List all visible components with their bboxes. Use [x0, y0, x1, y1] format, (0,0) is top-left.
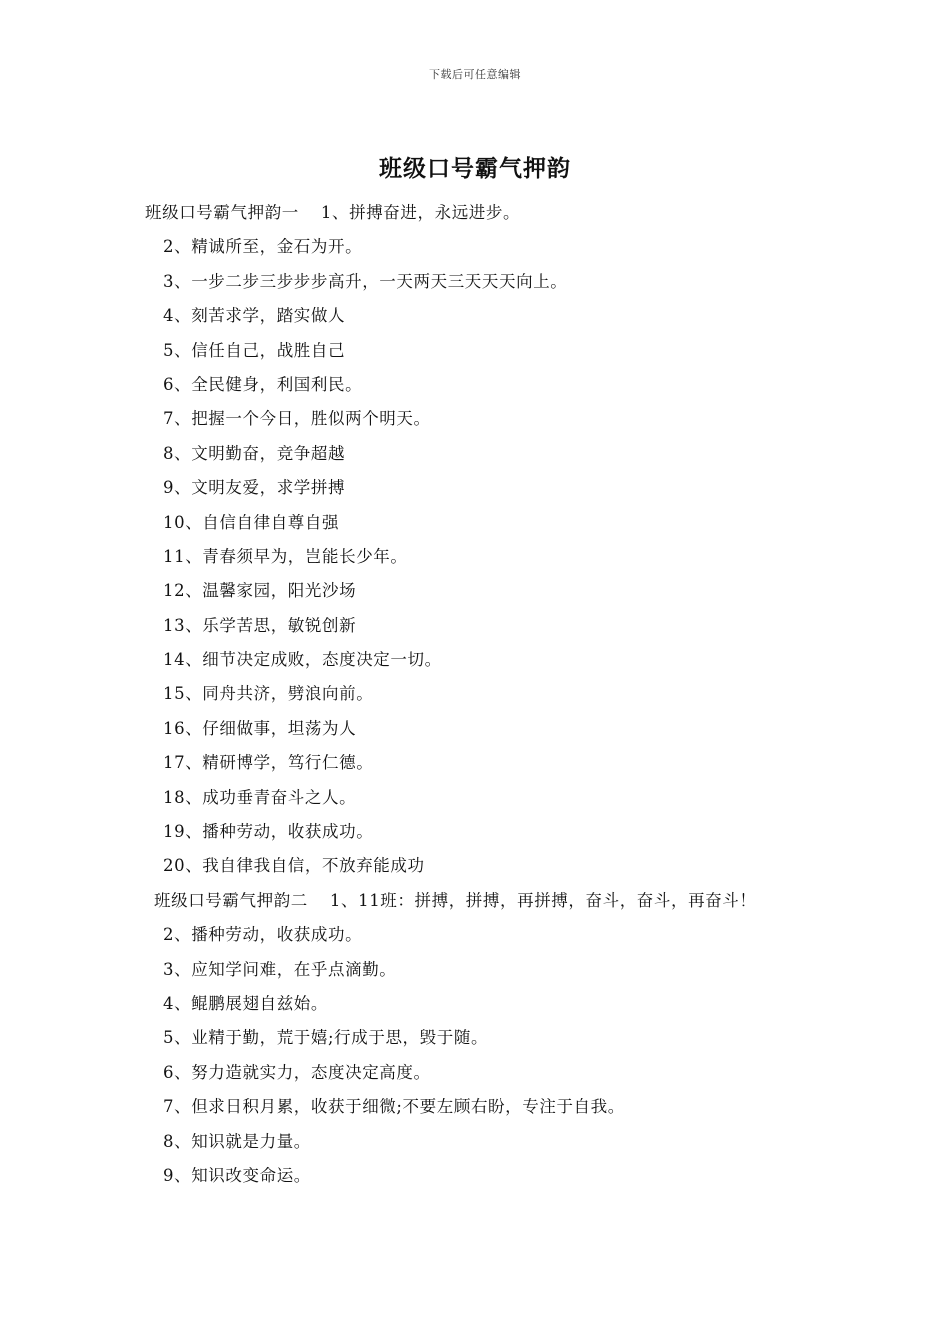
list-item: 11、青春须早为，岂能长少年。	[163, 546, 408, 566]
list-item: 7、把握一个今日，胜似两个明天。	[163, 409, 431, 429]
section2-heading-line	[0, 884, 950, 918]
list-item: 19、播种劳动，收获成功。	[163, 822, 374, 842]
section1-heading-line	[0, 196, 950, 230]
list-item: 18、成功垂青奋斗之人。	[163, 787, 357, 807]
section2-heading: 班级口号霸气押韵二	[154, 890, 308, 910]
list-item: 15、同舟共济，劈浪向前。	[163, 684, 374, 704]
list-item: 2、播种劳动，收获成功。	[163, 925, 363, 945]
list-item: 14、细节决定成败，态度决定一切。	[163, 650, 442, 670]
list-item: 12、温馨家园，阳光沙场	[163, 581, 357, 601]
list-item: 17、精研博学，笃行仁德。	[163, 753, 374, 773]
list-item: 16、仔细做事，坦荡为人	[163, 718, 357, 738]
list-item: 13、乐学苦思，敏锐创新	[163, 615, 357, 635]
list-item: 9、文明友爱，求学拼搏	[163, 478, 346, 498]
list-item: 7、但求日积月累，收获于细微;不要左顾右盼，专注于自我。	[163, 1097, 625, 1117]
list-item: 2、精诚所至，金石为开。	[163, 237, 363, 257]
list-item: 8、知识就是力量。	[163, 1131, 311, 1151]
list-item: 10、自信自律自尊自强	[163, 512, 340, 532]
list-item: 6、全民健身，利国利民。	[163, 374, 363, 394]
section1-first-item: 1、拼搏奋进，永远进步。	[320, 203, 521, 222]
header-note: 下载后可任意编辑	[429, 68, 521, 81]
list-item: 4、刻苦求学，踏实做人	[163, 306, 346, 326]
list-item: 4、鲲鹏展翅自兹始。	[163, 993, 328, 1013]
list-item: 5、信任自己，战胜自己	[163, 340, 346, 360]
page-title: 班级口号霸气押韵	[379, 155, 571, 182]
list-item: 20、我自律我自信，不放弃能成功	[163, 856, 425, 876]
list-item: 3、应知学问难，在乎点滴勤。	[163, 959, 397, 979]
list-item: 3、一步二步三步步步高升，一天两天三天天天向上。	[163, 271, 568, 291]
list-item: 5、业精于勤，荒于嬉;行成于思，毁于随。	[163, 1028, 489, 1048]
list-item: 8、文明勤奋，竞争超越	[163, 443, 346, 463]
list-item: 9、知识改变命运。	[163, 1165, 311, 1185]
list-item: 6、努力造就实力，态度决定高度。	[163, 1062, 431, 1082]
section1-heading: 班级口号霸气押韵一	[145, 203, 299, 222]
section2-first-item: 1、11班：拼搏，拼搏，再拼搏，奋斗，奋斗，再奋斗！	[329, 890, 757, 910]
slogan-list	[0, 196, 950, 1193]
